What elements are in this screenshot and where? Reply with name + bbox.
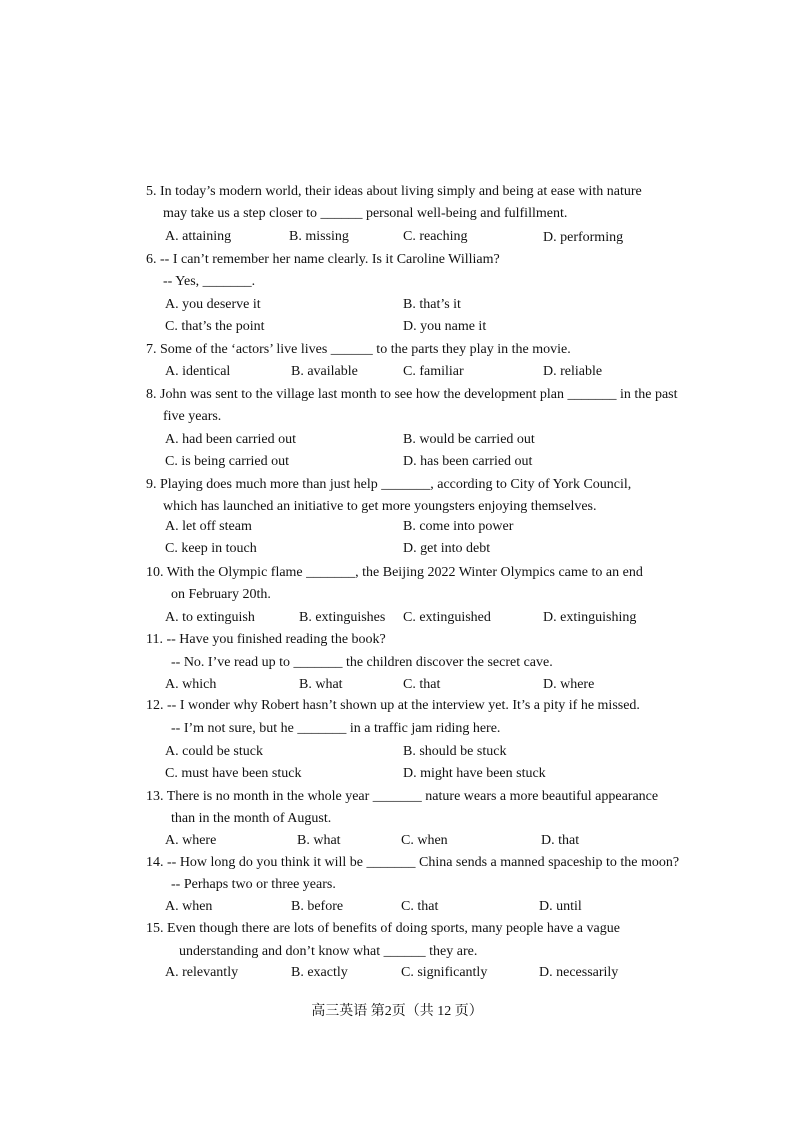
option-a: A. you deserve it — [165, 297, 261, 312]
question-line: 13. There is no month in the whole year _______ nature wears a more beautiful appearance — [146, 789, 659, 804]
option-c: C. familiar — [403, 364, 464, 379]
question-line: five years. — [163, 409, 222, 424]
option-b: B. should be stuck — [403, 744, 507, 759]
option-b: B. that’s it — [403, 297, 461, 312]
question-line: 5. In today’s modern world, their ideas about living simply and being at ease with nature — [146, 184, 642, 199]
option-c: C. that — [403, 677, 441, 692]
option-b: B. extinguishes — [299, 610, 386, 625]
option-c: C. when — [401, 833, 448, 848]
question-line: 10. With the Olympic flame _______, the Beijing 2022 Winter Olympics came to an end — [146, 565, 643, 580]
option-b: B. before — [291, 899, 344, 914]
question-line: 6. -- I can’t remember her name clearly. Is it Caroline William? — [146, 252, 500, 267]
option-d: D. necessarily — [539, 965, 619, 980]
option-d: D. has been carried out — [403, 454, 533, 469]
question-line: understanding and don’t know what ______ they are. — [179, 944, 478, 959]
option-c: C. keep in touch — [165, 541, 257, 556]
option-a: A. identical — [165, 364, 231, 379]
option-a: A. had been carried out — [165, 432, 296, 447]
option-c: C. that — [401, 899, 439, 914]
question-line: 15. Even though there are lots of benefits of doing sports, many people have a vague — [146, 921, 620, 936]
question-line: 11. -- Have you finished reading the book? — [146, 632, 386, 647]
option-b: B. missing — [289, 229, 349, 244]
option-a: A. which — [165, 677, 217, 692]
question-line: -- Perhaps two or three years. — [171, 877, 336, 892]
option-d: D. get into debt — [403, 541, 491, 556]
option-b: B. what — [299, 677, 343, 692]
question-line: -- Yes, _______. — [163, 274, 256, 289]
option-d: D. might have been stuck — [403, 766, 546, 781]
question-line: which has launched an initiative to get more youngsters enjoying themselves. — [163, 499, 597, 514]
option-c: C. must have been stuck — [165, 766, 302, 781]
option-c: C. significantly — [401, 965, 488, 980]
option-a: A. when — [165, 899, 213, 914]
option-c: C. extinguished — [403, 610, 491, 625]
option-b: B. exactly — [291, 965, 348, 980]
option-d: D. that — [541, 833, 580, 848]
question-line: may take us a step closer to ______ personal well-being and fulfillment. — [163, 206, 568, 221]
option-a: A. attaining — [165, 229, 232, 244]
question-line: 8. John was sent to the village last month to see how the development plan _______ in the past — [146, 387, 678, 402]
option-b: B. come into power — [403, 519, 514, 534]
question-line: 14. -- How long do you think it will be _______ China sends a manned spaceship to the moon? — [146, 855, 680, 870]
option-d: D. where — [543, 677, 595, 692]
option-d: D. until — [539, 899, 582, 914]
option-c: C. reaching — [403, 229, 468, 244]
question-line: 9. Playing does much more than just help _______, according to City of York Council, — [146, 477, 632, 492]
question-line: than in the month of August. — [171, 811, 332, 826]
option-d: D. extinguishing — [543, 610, 637, 625]
option-c: C. is being carried out — [165, 454, 290, 469]
option-a: A. where — [165, 833, 217, 848]
question-line: on February 20th. — [171, 587, 271, 602]
option-a: A. let off steam — [165, 519, 252, 534]
option-b: B. would be carried out — [403, 432, 535, 447]
option-d: D. you name it — [403, 319, 487, 334]
option-a: A. to extinguish — [165, 610, 255, 625]
page-footer: 高三英语 第2页（共 12 页） — [311, 1004, 483, 1019]
option-a: A. could be stuck — [165, 744, 263, 759]
question-line: -- No. I’ve read up to _______ the children discover the secret cave. — [171, 655, 553, 670]
question-line: -- I’m not sure, but he _______ in a traffic jam riding here. — [171, 721, 501, 736]
option-c: C. that’s the point — [165, 319, 265, 334]
option-b: B. available — [291, 364, 358, 379]
option-a: A. relevantly — [165, 965, 239, 980]
question-line: 12. -- I wonder why Robert hasn’t shown up at the interview yet. It’s a pity if he missed. — [146, 698, 640, 713]
question-line: 7. Some of the ‘actors’ live lives ______ to the parts they play in the movie. — [146, 342, 571, 357]
option-d: D. performing — [543, 230, 624, 245]
option-d: D. reliable — [543, 364, 603, 379]
option-b: B. what — [297, 833, 341, 848]
